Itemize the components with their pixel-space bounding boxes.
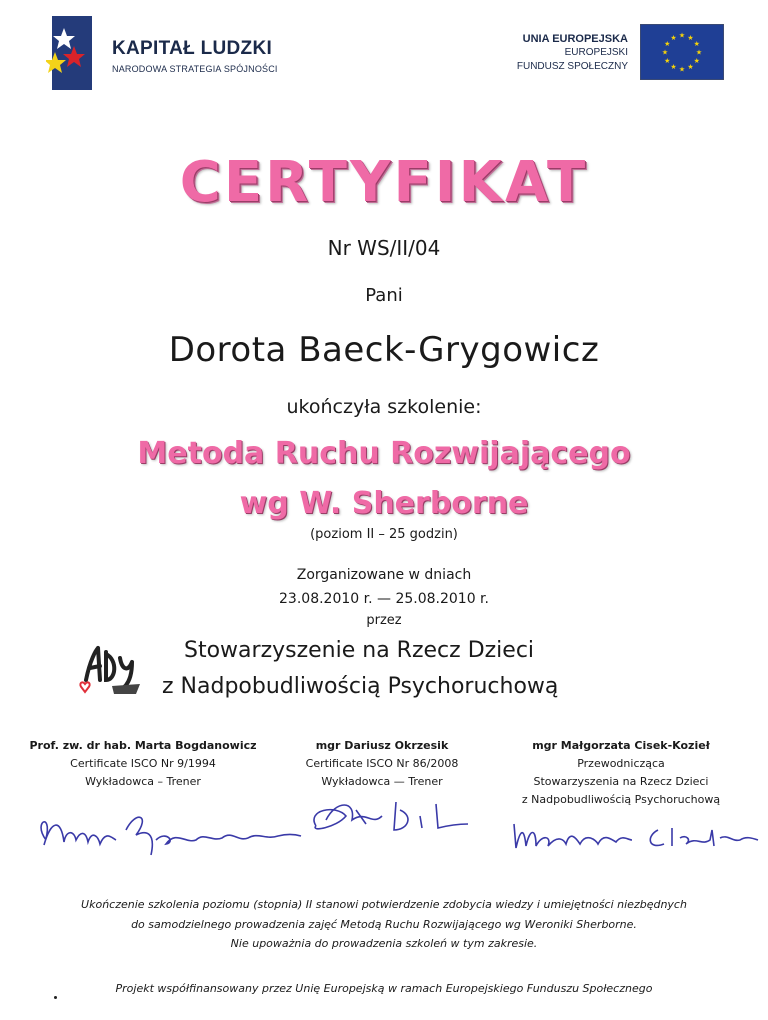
signatory-1 [20,737,266,791]
organization-line1: Stowarzyszenie na Rzecz Dzieci [184,638,535,663]
signatory-1-certificate: Certificate ISCO Nr 9/1994 [70,757,216,770]
kapital-ludzki-logo-icon [46,16,92,90]
footer-note-line1: Ukończenie szkolenia poziomu (stopnia) II stanowi potwierdzenie zdobycia wiedzy i umiejętności niezbędnych [81,898,687,911]
association-logo-icon [76,640,148,700]
signatory-2-name: mgr Dariusz Okrzesik [315,739,449,752]
eu-star-icon: ★ [687,63,694,72]
eu-line2: EUROPEJSKI [564,47,628,58]
signature-3-icon [506,800,762,870]
eu-star-icon: ★ [693,40,700,48]
signatory-3 [496,737,746,809]
footer-note-line3: Nie upoważnia do prowadzenia szkoleń w tym zakresie. [230,937,538,950]
organized-dates: 23.08.2010 r. — 25.08.2010 r. [279,591,489,607]
signature-2-icon [296,780,476,850]
eu-star-icon: ★ [678,65,686,74]
course-title-line2: wg W. Sherborne [239,486,529,521]
course-level: (poziom II – 25 godzin) [310,527,458,542]
signatory-3-name: mgr Małgorzata Cisek-Kozieł [532,739,710,752]
kapital-ludzki-title: KAPITAŁ LUDZKI [112,38,273,59]
eu-star-icon: ★ [693,57,700,65]
organization-line2: z Nadpobudliwością Psychoruchową [162,674,559,699]
funding-note: Projekt współfinansowany przez Unię Europejską w ramach Europejskiego Funduszu Społecznego [115,982,653,995]
eu-star-icon: ★ [664,57,671,65]
eu-star-icon: ★ [664,40,671,48]
eu-star-icon: ★ [661,48,669,57]
eu-star-icon: ★ [670,33,677,42]
organized-label: Zorganizowane w dniach [296,567,472,583]
eu-flag-icon [640,24,724,80]
eu-line3: FUNDUSZ SPOŁECZNY [516,61,628,72]
eu-star-icon: ★ [678,31,686,40]
recipient-name: Dorota Baeck-Grygowicz [168,330,600,370]
eu-star-icon: ★ [670,63,677,72]
course-title-line1: Metoda Ruchu Rozwijającego [137,436,631,471]
by-label: przez [366,613,402,628]
signatory-2-role: Wykładowca — Trener [321,775,443,788]
certificate-title: CERTYFIKAT [179,150,589,215]
scan-dot [54,996,57,999]
signatory-3-role: Przewodnicząca [577,757,665,770]
signatory-3-org-line1: Stowarzyszenia na Rzecz Dzieci [533,775,709,788]
signature-1-icon [26,800,306,870]
eu-star-icon: ★ [687,33,694,42]
signatory-1-role: Wykładowca – Trener [85,775,201,788]
signatory-2-certificate: Certificate ISCO Nr 86/2008 [305,757,459,770]
eu-text [488,32,628,74]
eu-star-icon: ★ [695,48,703,57]
kapital-ludzki-subtitle: NARODOWA STRATEGIA SPÓJNOŚCI [112,64,278,74]
salutation: Pani [365,285,403,306]
signatory-1-name: Prof. zw. dr hab. Marta Bogdanowicz [29,739,257,752]
signatory-3-org-line2: z Nadpobudliwością Psychoruchową [521,793,721,806]
certificate-number: Nr WS/II/04 [327,236,441,260]
eu-line1: UNIA EUROPEJSKA [522,33,628,45]
footer-note-line2: do samodzielnego prowadzenia zajęć Metodą Ruchu Rozwijającego wg Weroniki Sherborne. [131,918,637,931]
completed-text: ukończyła szkolenie: [286,396,482,418]
